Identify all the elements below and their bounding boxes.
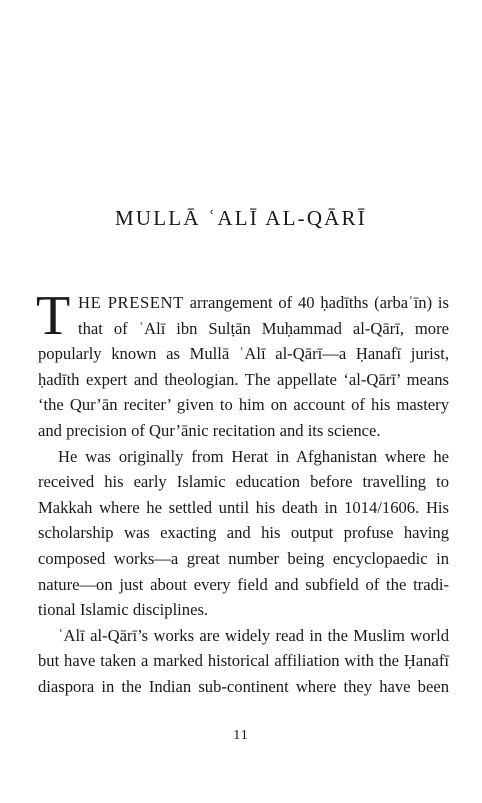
text-line: ʿAlī al-Qārī’s works are widely read in the Muslim world (58, 625, 449, 645)
text-line: popularly known as Mullā ʿAlī al-Qārī—a Ḥanafī jurist, (38, 344, 449, 364)
text-line: nature—on just about every field and subfield of the tradi- (38, 574, 449, 594)
text-line: tional Islamic disciplines. (38, 600, 209, 620)
text-line: diaspora in the Indian sub-continent where they have been (38, 676, 449, 696)
text-line: and precision of Qur’ānic recitation and its science. (38, 420, 381, 440)
paragraph-2 (38, 444, 449, 623)
page-number: 11 (233, 728, 249, 743)
chapter-title: MULLĀ ʿALĪ AL-QĀRĪ (115, 206, 367, 230)
text-line: He was originally from Herat in Afghanistan where he (58, 446, 449, 466)
text-line: ‘the Qur’ān reciter’ given to him on account of his mastery (38, 395, 449, 415)
paragraph-3 (38, 623, 449, 700)
body-text (36, 285, 449, 700)
text-line: Makkah where he settled until his death in 1014/1606. His (38, 497, 449, 517)
drop-cap: T (36, 285, 71, 347)
text-line: but have taken a marked historical affiliation with the Ḥanafī (38, 651, 449, 671)
text-line: ḥadīth expert and theologian. The appellate ‘al-Qārī’ means (38, 369, 449, 389)
text-line: received his early Islamic education before travelling to (38, 472, 449, 492)
text-line: that of ʿAlī ibn Sulṭān Muḥammad al-Qārī, more (78, 318, 449, 338)
text-line: HE PRESENT arrangement of 40 ḥadīths (arbaʿīn) is (78, 293, 449, 312)
text-line: composed works—a great number being encyclopaedic in (38, 548, 449, 568)
text-line: scholarship was exacting and his output profuse having (38, 523, 449, 543)
paragraph-1 (36, 285, 449, 444)
